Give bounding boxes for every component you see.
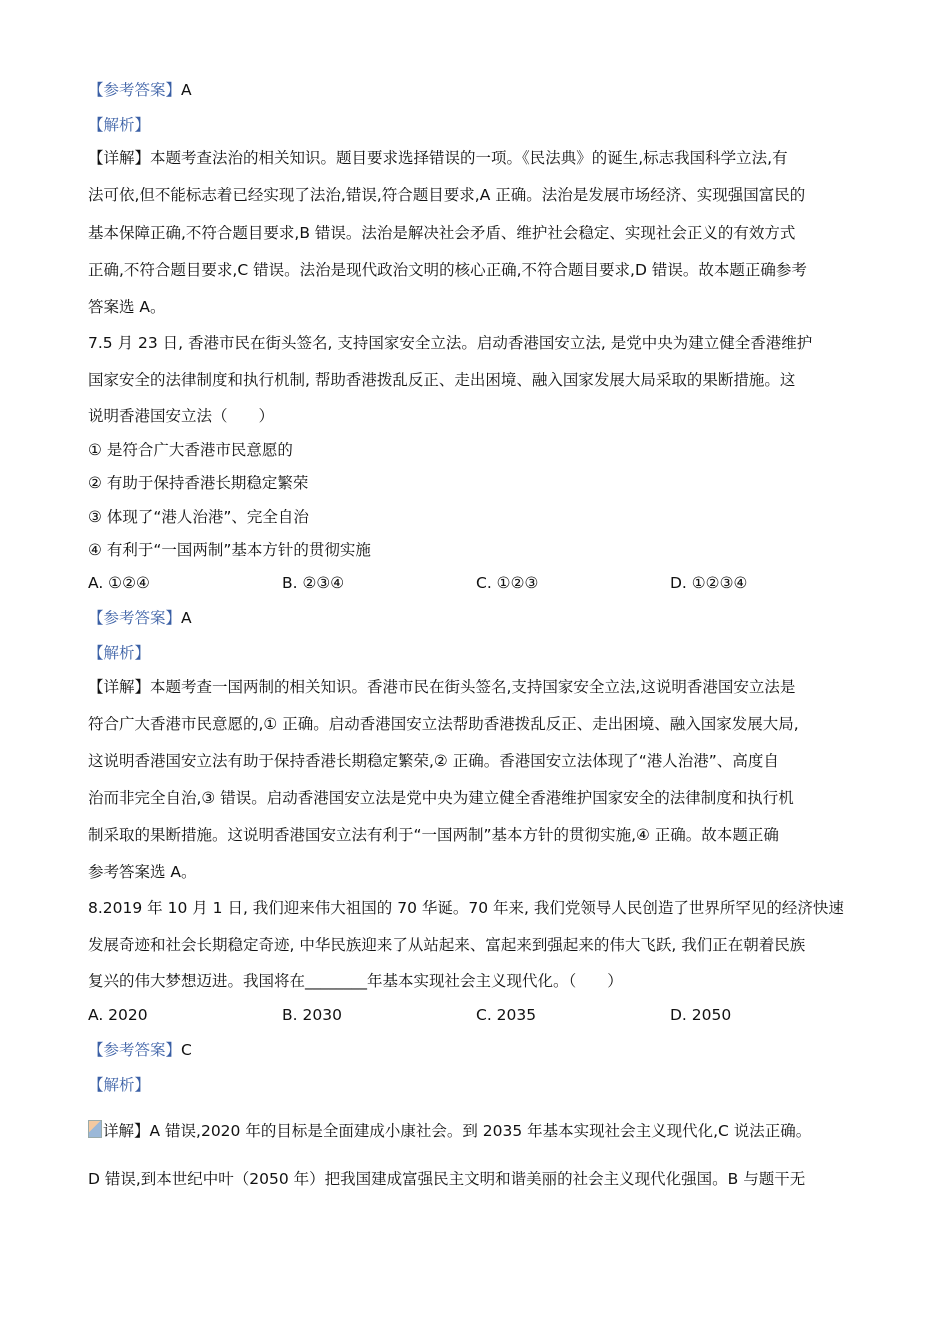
q7-option-c: C. ①②③ (476, 574, 539, 592)
q7-detail-line: 【详解】本题考查一国两制的相关知识。香港市民在街头签名,支持国家安全立法,这说明香港国安立法是 (88, 678, 796, 696)
q7-item: ③ 体现了“港人治港”、完全自治 (88, 508, 309, 526)
answer-tag: 【参考答案】 (88, 81, 182, 99)
q7-option-a: A. ①②④ (88, 574, 150, 592)
q6-detail-line: 答案选 A。 (88, 298, 166, 316)
answer-tag: 【参考答案】 (88, 609, 182, 627)
answer-value: C (181, 1041, 192, 1059)
q6-analysis-tag: 【解析】 (88, 116, 151, 134)
q7-item: ④ 有利于“一国两制”基本方针的贯彻实施 (88, 541, 371, 559)
q7-stem-line: 国家安全的法律制度和执行机制, 帮助香港拨乱反正、走出困境、融入国家发展大局采取的果断措施。这 (88, 371, 796, 389)
q8-stem-line: 复兴的伟大梦想迈进。我国将在________年基本实现社会主义现代化。（ ） (88, 972, 623, 990)
q8-detail-text: 详解】A 错误,2020 年的目标是全面建成小康社会。到 2035 年基本实现社会主义现代化,C 说法正确。 (103, 1122, 812, 1140)
q6-detail-line: 法可依,但不能标志着已经实现了法治,错误,符合题目要求,A 正确。法治是发展市场经济、实现强国富民的 (88, 186, 806, 204)
q8-stem-line: 8.2019 年 10 月 1 日, 我们迎来伟大祖国的 70 华诞。70 年来, 我们党领导人民创造了世界所罕见的经济快速 (88, 899, 844, 917)
q6-detail-line: 正确,不符合题目要求,C 错误。法治是现代政治文明的核心正确,不符合题目要求,D 错误。故本题正确参考 (88, 261, 807, 279)
q8-stem-line: 发展奇迹和社会长期稳定奇迹, 中华民族迎来了从站起来、富起来到强起来的伟大飞跃, 我们正在朝着民族 (88, 936, 806, 954)
q7-answer-line (88, 607, 192, 629)
q7-item: ② 有助于保持香港长期稳定繁荣 (88, 474, 309, 492)
q7-stem-line: 说明香港国安立法（ ） (88, 407, 275, 425)
q7-detail-line: 制采取的果断措施。这说明香港国安立法有利于“一国两制”基本方针的贯彻实施,④ 正确。故本题正确 (88, 826, 779, 844)
q8-detail-line (88, 1120, 811, 1142)
broken-image-icon (88, 1120, 102, 1138)
q7-detail-line: 参考答案选 A。 (88, 863, 197, 881)
answer-tag: 【参考答案】 (88, 1041, 182, 1059)
q7-detail-line: 符合广大香港市民意愿的,① 正确。启动香港国安立法帮助香港拨乱反正、走出困境、融入国家发展大局, (88, 715, 799, 733)
answer-value: A (181, 609, 192, 627)
q7-option-b: B. ②③④ (282, 574, 345, 592)
q6-detail-line: 基本保障正确,不符合题目要求,B 错误。法治是解决社会矛盾、维护社会稳定、实现社会正义的有效方式 (88, 224, 796, 242)
q7-option-d: D. ①②③④ (670, 574, 748, 592)
q8-analysis-tag: 【解析】 (88, 1076, 151, 1094)
q6-answer-line (88, 79, 192, 101)
q8-answer-line (88, 1039, 192, 1061)
answer-value: A (181, 81, 192, 99)
q7-stem-line: 7.5 月 23 日, 香港市民在街头签名, 支持国家安全立法。启动香港国安立法, 是党中央为建立健全香港维护 (88, 334, 813, 352)
q8-option-c: C. 2035 (476, 1006, 537, 1024)
q8-option-a: A. 2020 (88, 1006, 148, 1024)
q8-detail-line: D 错误,到本世纪中叶（2050 年）把我国建成富强民主文明和谐美丽的社会主义现代化强国。B 与题干无 (88, 1170, 806, 1188)
q7-detail-line: 这说明香港国安立法有助于保持香港长期稳定繁荣,② 正确。香港国安立法体现了“港人治港”、高度自 (88, 752, 779, 770)
q7-detail-line: 治而非完全自治,③ 错误。启动香港国安立法是党中央为建立健全香港维护国家安全的法律制度和执行机 (88, 789, 794, 807)
q6-detail-line: 【详解】本题考查法治的相关知识。题目要求选择错误的一项。《民法典》的诞生,标志我国科学立法,有 (88, 149, 788, 167)
q7-item: ① 是符合广大香港市民意愿的 (88, 441, 293, 459)
q7-analysis-tag: 【解析】 (88, 644, 151, 662)
q8-option-b: B. 2030 (282, 1006, 342, 1024)
q8-option-d: D. 2050 (670, 1006, 732, 1024)
